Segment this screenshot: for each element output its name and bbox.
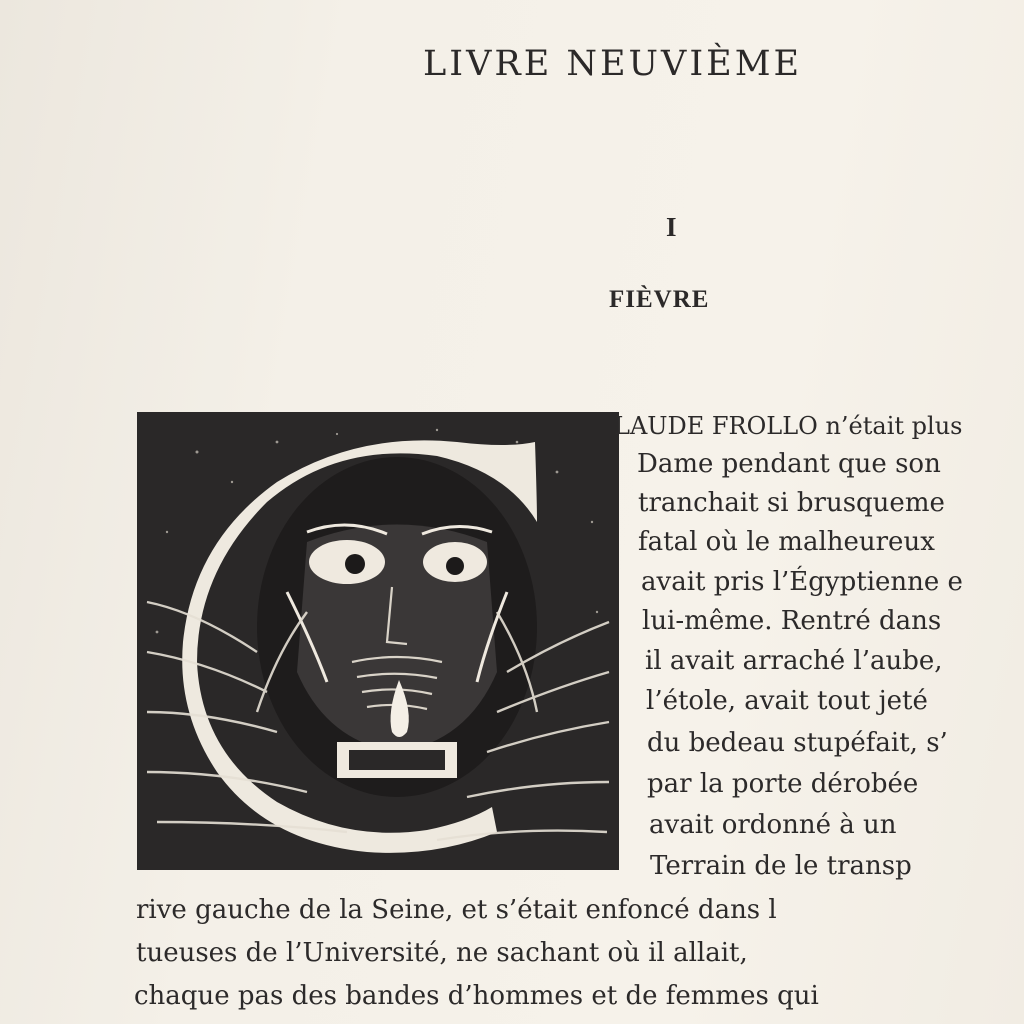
drop-cap-illustration	[137, 412, 619, 870]
text-line-15: chaque pas des bandes d’hommes et de femmes qui	[134, 981, 819, 1011]
text-line-5: avait pris l’Égyptienne e	[641, 567, 963, 597]
text-line-10: par la porte dérobée	[647, 769, 919, 799]
text-line-13: rive gauche de la Seine, et s’était enfoncé dans l	[136, 895, 777, 925]
chapter-number: I	[666, 212, 677, 242]
book-title: LIVRE NEUVIÈME	[423, 44, 803, 84]
text-line-11: avait ordonné à un	[649, 810, 897, 840]
text-line-9: du bedeau stupéfait, s’	[647, 728, 948, 758]
chapter-title: FIÈVRE	[609, 286, 710, 313]
woodcut-hooded-figure-icon	[137, 412, 619, 870]
text-line-7: il avait arraché l’aube,	[645, 646, 943, 676]
text-line-12: Terrain de le transp	[650, 851, 912, 881]
text-line-14: tueuses de l’Université, ne sachant où il allait,	[136, 938, 748, 968]
text-line-4: fatal où le malheureux	[638, 527, 935, 557]
text-line-8: l’étole, avait tout jeté	[646, 686, 928, 716]
text-line-6: lui-même. Rentré dans	[642, 606, 942, 636]
text-line-3: tranchait si brusqueme	[638, 488, 945, 518]
text-line-2: Dame pendant que son	[637, 449, 941, 479]
text-line-1: LAUDE FROLLO n’était plus	[614, 412, 963, 440]
